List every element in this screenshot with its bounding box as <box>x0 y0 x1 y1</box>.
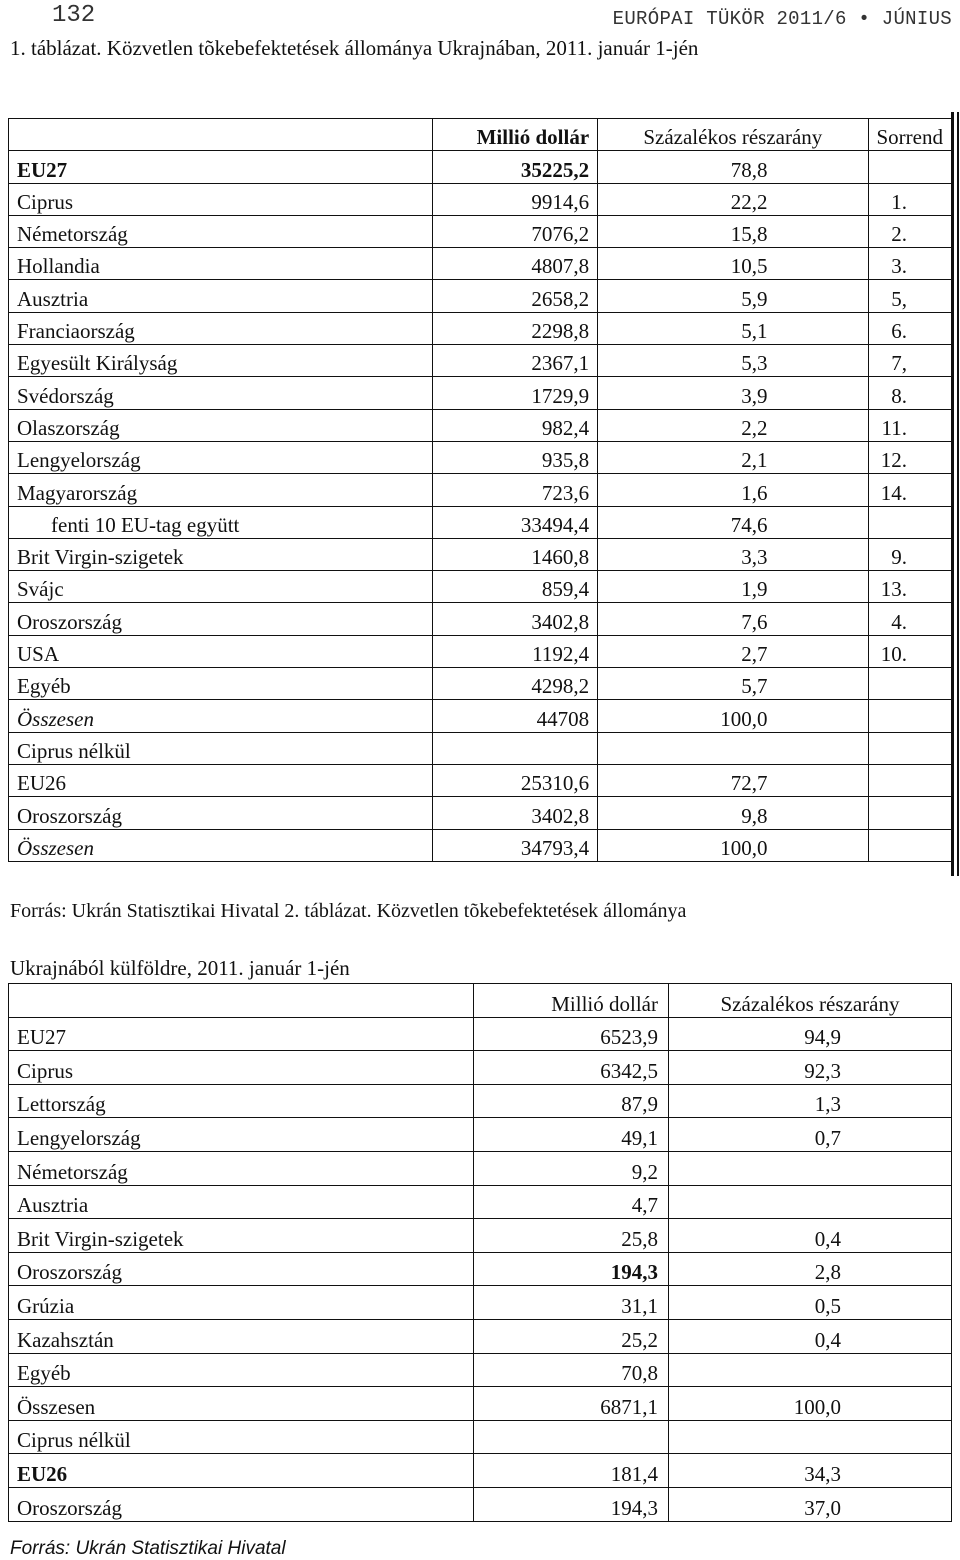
table-cell: Németország <box>9 215 433 247</box>
table-row <box>9 183 952 215</box>
table-cell: 35225,2 <box>432 151 597 183</box>
table-cell: 859,4 <box>432 571 597 603</box>
table-cell: 78,8 <box>598 151 868 183</box>
table-cell: Brit Virgin-szigetek <box>9 538 433 570</box>
table-row <box>9 312 952 344</box>
table-cell: 2,2 <box>598 409 868 441</box>
table-cell <box>669 1151 952 1185</box>
table-cell: 2,8 <box>669 1252 952 1286</box>
table-cell: Lengyelország <box>9 441 433 473</box>
table-cell: Franciaország <box>9 312 433 344</box>
table2-header-row <box>9 984 952 1018</box>
table-cell: 33494,4 <box>432 506 597 538</box>
table-cell: Egyéb <box>9 1353 474 1387</box>
table-cell: Ciprus nélkül <box>9 1420 474 1454</box>
table-row <box>9 345 952 377</box>
table1-right-border-outer <box>957 112 959 876</box>
table-cell: Ausztria <box>9 1185 474 1219</box>
table-cell: 194,3 <box>474 1252 669 1286</box>
table-cell: 2367,1 <box>432 345 597 377</box>
table-cell: 3402,8 <box>432 603 597 635</box>
table-cell: 100,0 <box>598 829 868 861</box>
table-row <box>9 1319 952 1353</box>
table-cell: 37,0 <box>669 1487 952 1521</box>
table-row <box>9 280 952 312</box>
table1-column-header: Sorrend <box>868 119 952 151</box>
table-cell: 12. <box>868 441 952 473</box>
table-cell: 6523,9 <box>474 1017 669 1051</box>
table-cell: 8. <box>868 377 952 409</box>
table-cell: 87,9 <box>474 1084 669 1118</box>
table2-caption-b: Ukrajnából külföldre, 2011. január 1-jén <box>10 956 350 980</box>
table-cell: 2,7 <box>598 635 868 667</box>
table-cell: 1,9 <box>598 571 868 603</box>
table-cell: 9. <box>868 538 952 570</box>
table-row <box>9 538 952 570</box>
table-cell <box>868 700 952 732</box>
table-row <box>9 603 952 635</box>
table-cell: Ausztria <box>9 280 433 312</box>
table-cell: 25,8 <box>474 1219 669 1253</box>
table-cell: 31,1 <box>474 1286 669 1320</box>
table-cell: Ciprus nélkül <box>9 732 433 764</box>
table-cell: 2,1 <box>598 441 868 473</box>
table-cell: 100,0 <box>598 700 868 732</box>
table-cell: 7, <box>868 345 952 377</box>
table-cell: EU27 <box>9 151 433 183</box>
table-cell: Egyesült Királyság <box>9 345 433 377</box>
table-row <box>9 1420 952 1454</box>
table-row <box>9 1118 952 1152</box>
table2 <box>8 983 952 1522</box>
table-cell: 1729,9 <box>432 377 597 409</box>
table-cell <box>868 151 952 183</box>
table-cell: 2. <box>868 215 952 247</box>
table-cell: EU26 <box>9 1454 474 1488</box>
table-cell: 2658,2 <box>432 280 597 312</box>
table-row <box>9 1219 952 1253</box>
table-cell: 935,8 <box>432 441 597 473</box>
table-cell: Ciprus <box>9 183 433 215</box>
table-cell <box>868 797 952 829</box>
table-row <box>9 1084 952 1118</box>
table-cell: 94,9 <box>669 1017 952 1051</box>
table1-caption: 1. táblázat. Közvetlen tõkebefektetések állománya Ukrajnában, 2011. január 1-jén <box>10 36 699 60</box>
table-cell: 9,8 <box>598 797 868 829</box>
table-row <box>9 732 952 764</box>
table1-column-header <box>9 119 433 151</box>
table-cell: USA <box>9 635 433 667</box>
table2-source: Forrás: Ukrán Statisztikai Hivatal <box>10 1538 286 1559</box>
table2-column-header <box>9 984 474 1018</box>
table-cell: 0,5 <box>669 1286 952 1320</box>
table-cell: 6. <box>868 312 952 344</box>
table-cell <box>598 732 868 764</box>
table-cell: 44708 <box>432 700 597 732</box>
table-cell: Lengyelország <box>9 1118 474 1152</box>
table-cell: Grúzia <box>9 1286 474 1320</box>
table-cell: 15,8 <box>598 215 868 247</box>
journal-header: EURÓPAI TÜKÖR 2011/6 • JÚNIUS <box>612 8 952 30</box>
table-cell: 1,3 <box>669 1084 952 1118</box>
table-cell: 10,5 <box>598 248 868 280</box>
table-cell: Egyéb <box>9 668 433 700</box>
table-cell: EU27 <box>9 1017 474 1051</box>
table-cell: Németország <box>9 1151 474 1185</box>
table-cell: Oroszország <box>9 603 433 635</box>
table-cell <box>432 732 597 764</box>
table-cell: Összesen <box>9 1387 474 1421</box>
table-cell: 181,4 <box>474 1454 669 1488</box>
table1-source <box>10 900 686 923</box>
table-cell <box>868 668 952 700</box>
table-row <box>9 409 952 441</box>
table-cell: 6342,5 <box>474 1051 669 1085</box>
table-row <box>9 571 952 603</box>
table-cell: 0,7 <box>669 1118 952 1152</box>
table-row <box>9 151 952 183</box>
table-cell: 3,3 <box>598 538 868 570</box>
table1-right-border <box>951 112 954 876</box>
table-cell: 4298,2 <box>432 668 597 700</box>
table-row <box>9 1286 952 1320</box>
table-row <box>9 377 952 409</box>
table-cell: Hollandia <box>9 248 433 280</box>
table-cell: Ciprus <box>9 1051 474 1085</box>
table-row <box>9 1051 952 1085</box>
table-cell: Kazahsztán <box>9 1319 474 1353</box>
table-cell: Összesen <box>9 829 433 861</box>
table-row <box>9 700 952 732</box>
table-cell: 3,9 <box>598 377 868 409</box>
table-row <box>9 1387 952 1421</box>
table-row <box>9 441 952 473</box>
table-cell: 0,4 <box>669 1319 952 1353</box>
table-cell: 9914,6 <box>432 183 597 215</box>
table-cell: 74,6 <box>598 506 868 538</box>
table-row <box>9 668 952 700</box>
table-cell: Oroszország <box>9 797 433 829</box>
table-cell: EU26 <box>9 764 433 796</box>
table-cell: fenti 10 EU-tag együtt <box>9 506 433 538</box>
table-cell: 49,1 <box>474 1118 669 1152</box>
table-cell: 11. <box>868 409 952 441</box>
table-cell: 100,0 <box>669 1387 952 1421</box>
table-cell: 2298,8 <box>432 312 597 344</box>
table-cell: Oroszország <box>9 1487 474 1521</box>
table2-column-header: Százalékos részarány <box>669 984 952 1018</box>
table-cell: 14. <box>868 474 952 506</box>
table-cell: 5,1 <box>598 312 868 344</box>
table-cell <box>669 1185 952 1219</box>
table-cell: 92,3 <box>669 1051 952 1085</box>
table-cell <box>868 764 952 796</box>
table-row <box>9 1151 952 1185</box>
table-cell: 982,4 <box>432 409 597 441</box>
table-cell: 5,7 <box>598 668 868 700</box>
table-cell <box>669 1353 952 1387</box>
table-cell: 25,2 <box>474 1319 669 1353</box>
table-cell: 194,3 <box>474 1487 669 1521</box>
table-cell: Oroszország <box>9 1252 474 1286</box>
table-cell: 13. <box>868 571 952 603</box>
table-cell: 1. <box>868 183 952 215</box>
table-cell <box>868 506 952 538</box>
table-cell: Magyarország <box>9 474 433 506</box>
table-cell: Olaszország <box>9 409 433 441</box>
table-cell: 5, <box>868 280 952 312</box>
table-cell: 7,6 <box>598 603 868 635</box>
table1-source-text: Forrás: Ukrán Statisztikai Hivatal <box>10 900 280 922</box>
table-cell: 6871,1 <box>474 1387 669 1421</box>
table-row <box>9 215 952 247</box>
table1-column-header: Millió dollár <box>432 119 597 151</box>
table-cell: 0,4 <box>669 1219 952 1253</box>
table-cell: Brit Virgin-szigetek <box>9 1219 474 1253</box>
table-cell: 72,7 <box>598 764 868 796</box>
table-row <box>9 797 952 829</box>
table-cell: 3402,8 <box>432 797 597 829</box>
table-cell <box>474 1420 669 1454</box>
table-cell: Svédország <box>9 377 433 409</box>
table-row <box>9 474 952 506</box>
table-cell: 3. <box>868 248 952 280</box>
table-row <box>9 1454 952 1488</box>
table-cell: 1,6 <box>598 474 868 506</box>
table2-caption-a: 2. táblázat. Közvetlen tõkebefektetések állománya <box>284 900 687 922</box>
table-cell: Svájc <box>9 571 433 603</box>
table-cell: 723,6 <box>432 474 597 506</box>
table2-column-header: Millió dollár <box>474 984 669 1018</box>
table-row <box>9 1017 952 1051</box>
table1-column-header: Százalékos részarány <box>598 119 868 151</box>
table1-header-row <box>9 119 952 151</box>
table-row <box>9 248 952 280</box>
table-cell <box>868 829 952 861</box>
table-cell: 5,3 <box>598 345 868 377</box>
table-cell <box>868 732 952 764</box>
table-cell: 5,9 <box>598 280 868 312</box>
table-cell: 70,8 <box>474 1353 669 1387</box>
table-cell: 1192,4 <box>432 635 597 667</box>
table-cell: 4. <box>868 603 952 635</box>
table-row <box>9 764 952 796</box>
table-row <box>9 1185 952 1219</box>
table-cell: 34,3 <box>669 1454 952 1488</box>
page-number: 132 <box>52 2 96 29</box>
table-cell: 4,7 <box>474 1185 669 1219</box>
table-row <box>9 829 952 861</box>
table-cell: 4807,8 <box>432 248 597 280</box>
table-cell: 10. <box>868 635 952 667</box>
table-cell: 34793,4 <box>432 829 597 861</box>
table-cell: Összesen <box>9 700 433 732</box>
table-cell: 7076,2 <box>432 215 597 247</box>
table-row <box>9 506 952 538</box>
table-cell <box>669 1420 952 1454</box>
table-row <box>9 635 952 667</box>
table-cell: 9,2 <box>474 1151 669 1185</box>
table-row <box>9 1487 952 1521</box>
table-cell: 25310,6 <box>432 764 597 796</box>
table-row <box>9 1252 952 1286</box>
table-row <box>9 1353 952 1387</box>
table-cell: 22,2 <box>598 183 868 215</box>
table1 <box>8 118 952 862</box>
table-cell: 1460,8 <box>432 538 597 570</box>
table-cell: Lettország <box>9 1084 474 1118</box>
